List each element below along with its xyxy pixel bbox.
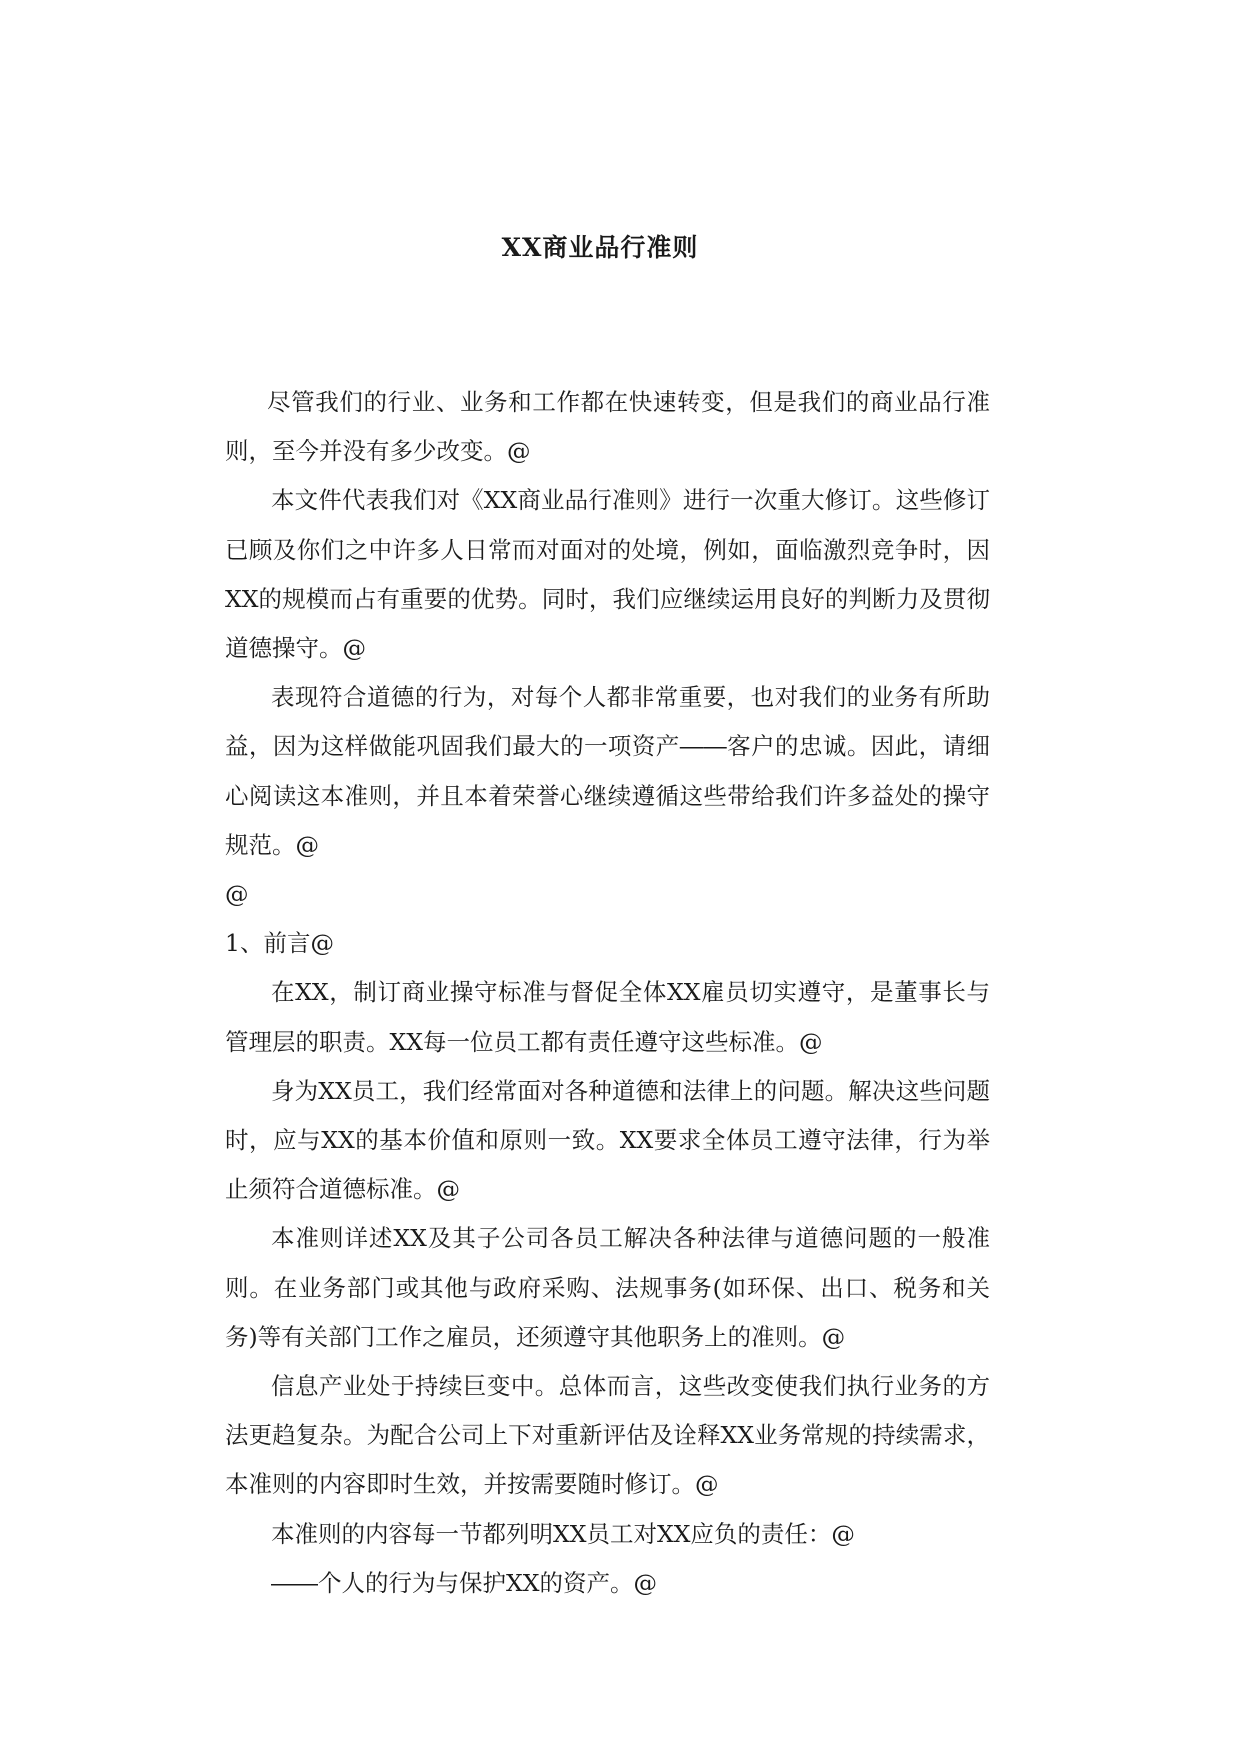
paragraph-revision: 本文件代表我们对《XX商业品行准则》进行一次重大修订。这些修订已顾及你们之中许多人日常而对面对的处境，例如，面临激烈竞争时，因XX的规模而占有重要的优势。同时，我们应继续运用良好的判断力及贯彻道德操守。@ [225, 486, 990, 663]
document-title: XX商业品行准则 [501, 233, 699, 262]
paragraph-list-item: ――个人的行为与保护XX的资产。@ [271, 1568, 657, 1597]
paragraph-responsibilities: 本准则的内容每一节都列明XX员工对XX应负的责任：@ [271, 1519, 855, 1548]
section-heading-preface: 1、前言@ [225, 929, 334, 958]
paragraph-guidelines: 本准则详述XX及其子公司各员工解决各种法律与道德问题的一般准则。在业务部门或其他与政府采购、法规事务(如环保、出口、税务和关务)等有关部门工作之雇员，还须遵守其他职务上的准则。@ [225, 1224, 990, 1351]
paragraph-intro: 尽管我们的行业、业务和工作都在快速转变，但是我们的商业品行准则，至今并没有多少改变。@ [225, 388, 990, 466]
paragraph-employee-issues: 身为XX员工，我们经常面对各种道德和法律上的问题。解决这些问题时，应与XX的基本价值和原则一致。XX要求全体员工遵守法律，行为举止须符合道德标准。@ [225, 1076, 990, 1204]
document-body [225, 378, 990, 1608]
paragraph-standards: 在XX，制订商业操守标准与督促全体XX雇员切实遵守，是董事长与管理层的职责。XX每一位员工都有责任遵守这些标准。@ [225, 978, 990, 1056]
paragraph-blank-marker: @ [225, 880, 249, 909]
paragraph-industry-change: 信息产业处于持续巨变中。总体而言，这些改变使我们执行业务的方法更趋复杂。为配合公司上下对重新评估及诠释XX业务常规的持续需求，本准则的内容即时生效，并按需要随时修订。@ [225, 1372, 990, 1499]
paragraph-ethics: 表现符合道德的行为，对每个人都非常重要，也对我们的业务有所助益，因为这样做能巩固我们最大的一项资产――客户的忠诚。因此，请细心阅读这本准则，并且本着荣誉心继续遵循这些带给我们许多益处的操守规范。@ [225, 683, 990, 859]
